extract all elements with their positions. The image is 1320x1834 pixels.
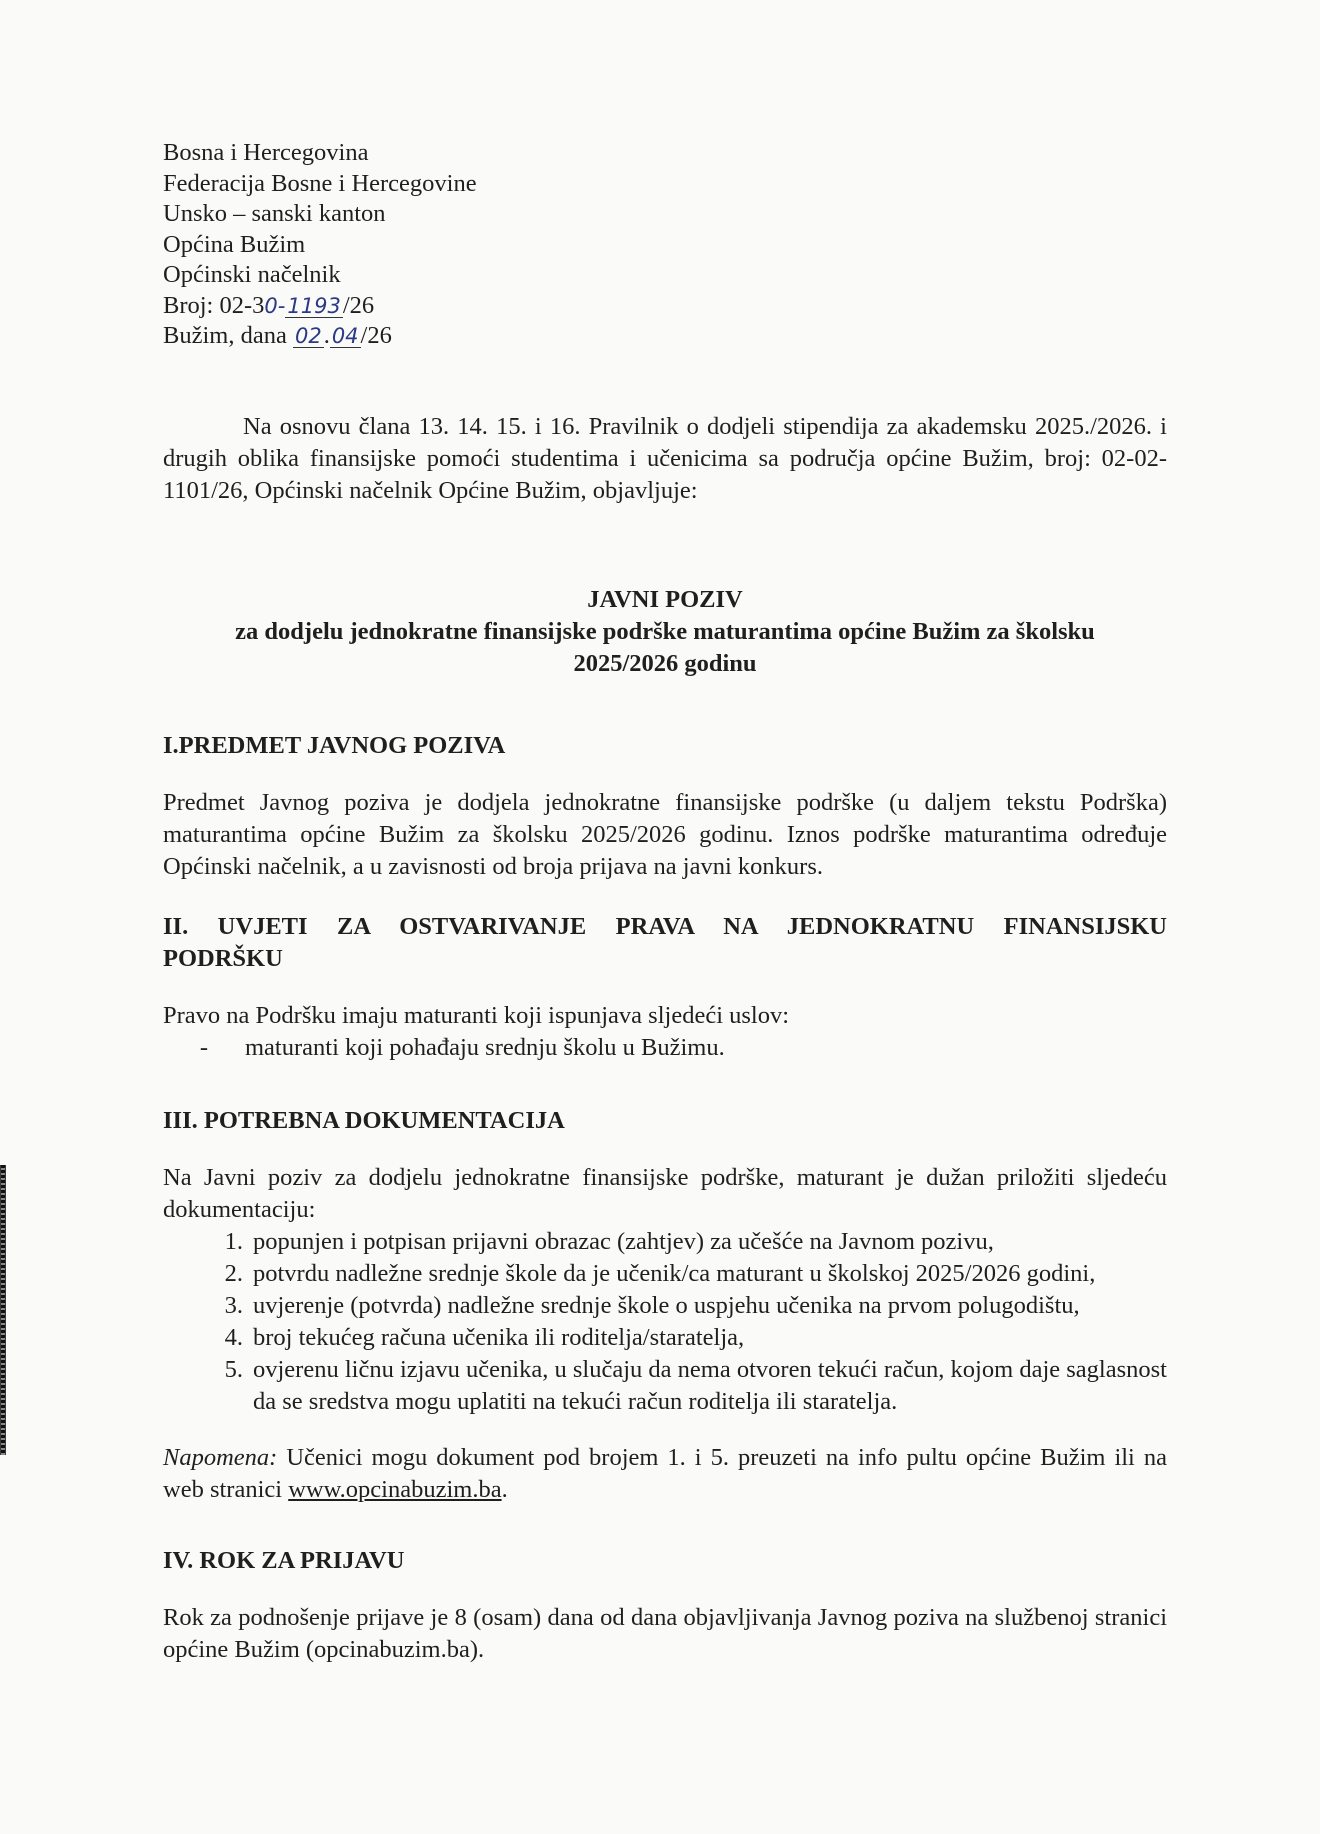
- list-item-number: 5.: [224, 1356, 243, 1383]
- list-item-text: popunjen i potpisan prijavni obrazac (zahtjev) za učešće na Javnom pozivu,: [253, 1228, 994, 1255]
- section-documentation-text: Na Javni poziv za dodjelu jednokratne finansijske podrške, maturant je dužan priložiti sljedeću dokumentaciju:: [163, 1164, 1167, 1223]
- reference-suffix: /26: [342, 291, 375, 319]
- list-item: [163, 1290, 1167, 1322]
- title-subtitle: za dodjelu jednokratne finansijske podrške maturantima općine Bužim za školsku: [235, 618, 1095, 645]
- intro-text: Na osnovu člana 13. 14. 15. i 16. Pravilnik o dodjeli stipendija za akademsku 2025./2026. i drugih oblika finansijske pomoći studentima i učenicima sa područja općine Bužim, broj: 02-02-1101/26, Općinski načelnik Općine Bužim, objavljuje:: [163, 413, 1167, 504]
- letterhead-country: Bosna i Hercegovina: [163, 139, 369, 166]
- reference-number: [163, 291, 477, 322]
- letterhead-canton: Unsko – sanski kanton: [163, 200, 386, 227]
- section-subject: [163, 730, 1167, 883]
- list-item-text: broj tekućeg računa učenika ili roditelja/staratelja,: [253, 1324, 745, 1351]
- list-item-text: ovjerenu ličnu izjavu učenika, u slučaju da nema otvoren tekući račun, kojom daje saglasnost da se sredstva mogu uplatiti na tekući račun roditelja ili staratelja.: [253, 1356, 1167, 1415]
- section-documentation-heading: III. POTREBNA DOKUMENTACIJA: [163, 1107, 565, 1134]
- list-item: [163, 1322, 1167, 1354]
- section-subject-heading: I.PREDMET JAVNOG POZIVA: [163, 732, 506, 759]
- section-documentation: [163, 1105, 1167, 1506]
- list-item: [163, 1226, 1167, 1258]
- date-suffix: /26: [360, 322, 392, 349]
- reference-handwritten-number: 1193: [287, 293, 341, 318]
- date-handwritten-day: 02: [294, 324, 322, 348]
- section-conditions-text: Pravo na Podršku imaju maturanti koji ispunjava sljedeći uslov:: [163, 1002, 790, 1029]
- scan-edge-pattern: [1, 1165, 5, 1455]
- section-subject-text: Predmet Javnog poziva je dodjela jednokratne finansijske podrške (u daljem tekstu Podrška) maturantima općine Bužim za školsku 2025/2026 godinu. Iznos podrške maturantima određuje Općinski načelnik, a u zavisnosti od broja prijava na javni konkurs.: [163, 789, 1167, 880]
- documentation-list: [163, 1226, 1167, 1418]
- list-item: [163, 1032, 1167, 1064]
- list-item-number: 3.: [224, 1292, 243, 1319]
- note-paragraph: [163, 1442, 1167, 1506]
- date-prefix: Bužim, dana: [163, 322, 293, 349]
- list-item-number: 2.: [224, 1260, 243, 1287]
- section-deadline: [163, 1545, 1167, 1666]
- letterhead: [163, 138, 477, 352]
- list-item-text: uvjerenje (potvrda) nadležne srednje škole o uspjehu učenika na prvom polugodištu,: [253, 1292, 1080, 1319]
- list-item-number: 1.: [224, 1228, 243, 1255]
- list-item-text: potvrdu nadležne srednje škole da je učenik/ca maturant u školskoj 2025/2026 godini,: [253, 1260, 1096, 1287]
- section-conditions-heading-line2: PODRŠKU: [163, 945, 283, 972]
- website-link[interactable]: www.opcinabuzim.ba: [288, 1476, 502, 1503]
- letterhead-municipality: Općina Bužim: [163, 230, 306, 258]
- reference-prefix: Broj: 02-3: [163, 291, 265, 319]
- intro-paragraph: [163, 411, 1167, 507]
- letterhead-federation: Federacija Bosne i Hercegovine: [163, 169, 477, 197]
- note-label: Napomena:: [163, 1444, 278, 1471]
- section-deadline-text: Rok za podnošenje prijave je 8 (osam) dana od dana objavljivanja Javnog poziva na službenoj stranici općine Bužim (opcinabuzim.ba).: [163, 1604, 1167, 1663]
- document-date: [163, 321, 477, 352]
- list-item: [163, 1258, 1167, 1290]
- section-conditions: [163, 911, 1167, 1064]
- document-title: [163, 584, 1167, 680]
- reference-handwritten-digit: 0-: [264, 293, 286, 318]
- section-conditions-heading-line1: II. UVJETI ZA OSTVARIVANJE PRAVA NA JEDNOKRATNU FINANSIJSKU: [163, 913, 1167, 940]
- note-text: Učenici mogu dokument pod brojem 1. i 5. preuzeti na info pultu općine Bužim ili na web stranici: [163, 1444, 1167, 1503]
- list-item: [163, 1354, 1167, 1418]
- letterhead-office: Općinski načelnik: [163, 261, 341, 288]
- date-separator: .: [323, 322, 330, 349]
- title-main: JAVNI POZIV: [587, 586, 743, 613]
- list-item-number: 4.: [224, 1324, 243, 1351]
- bullet-dash: -: [199, 1034, 209, 1061]
- section-deadline-heading: IV. ROK ZA PRIJAVU: [163, 1547, 405, 1574]
- list-item-text: maturanti koji pohađaju srednju školu u Bužimu.: [245, 1034, 725, 1061]
- date-handwritten-month: 04: [331, 324, 359, 348]
- title-year: 2025/2026 godinu: [573, 650, 757, 677]
- note-end: .: [501, 1476, 508, 1503]
